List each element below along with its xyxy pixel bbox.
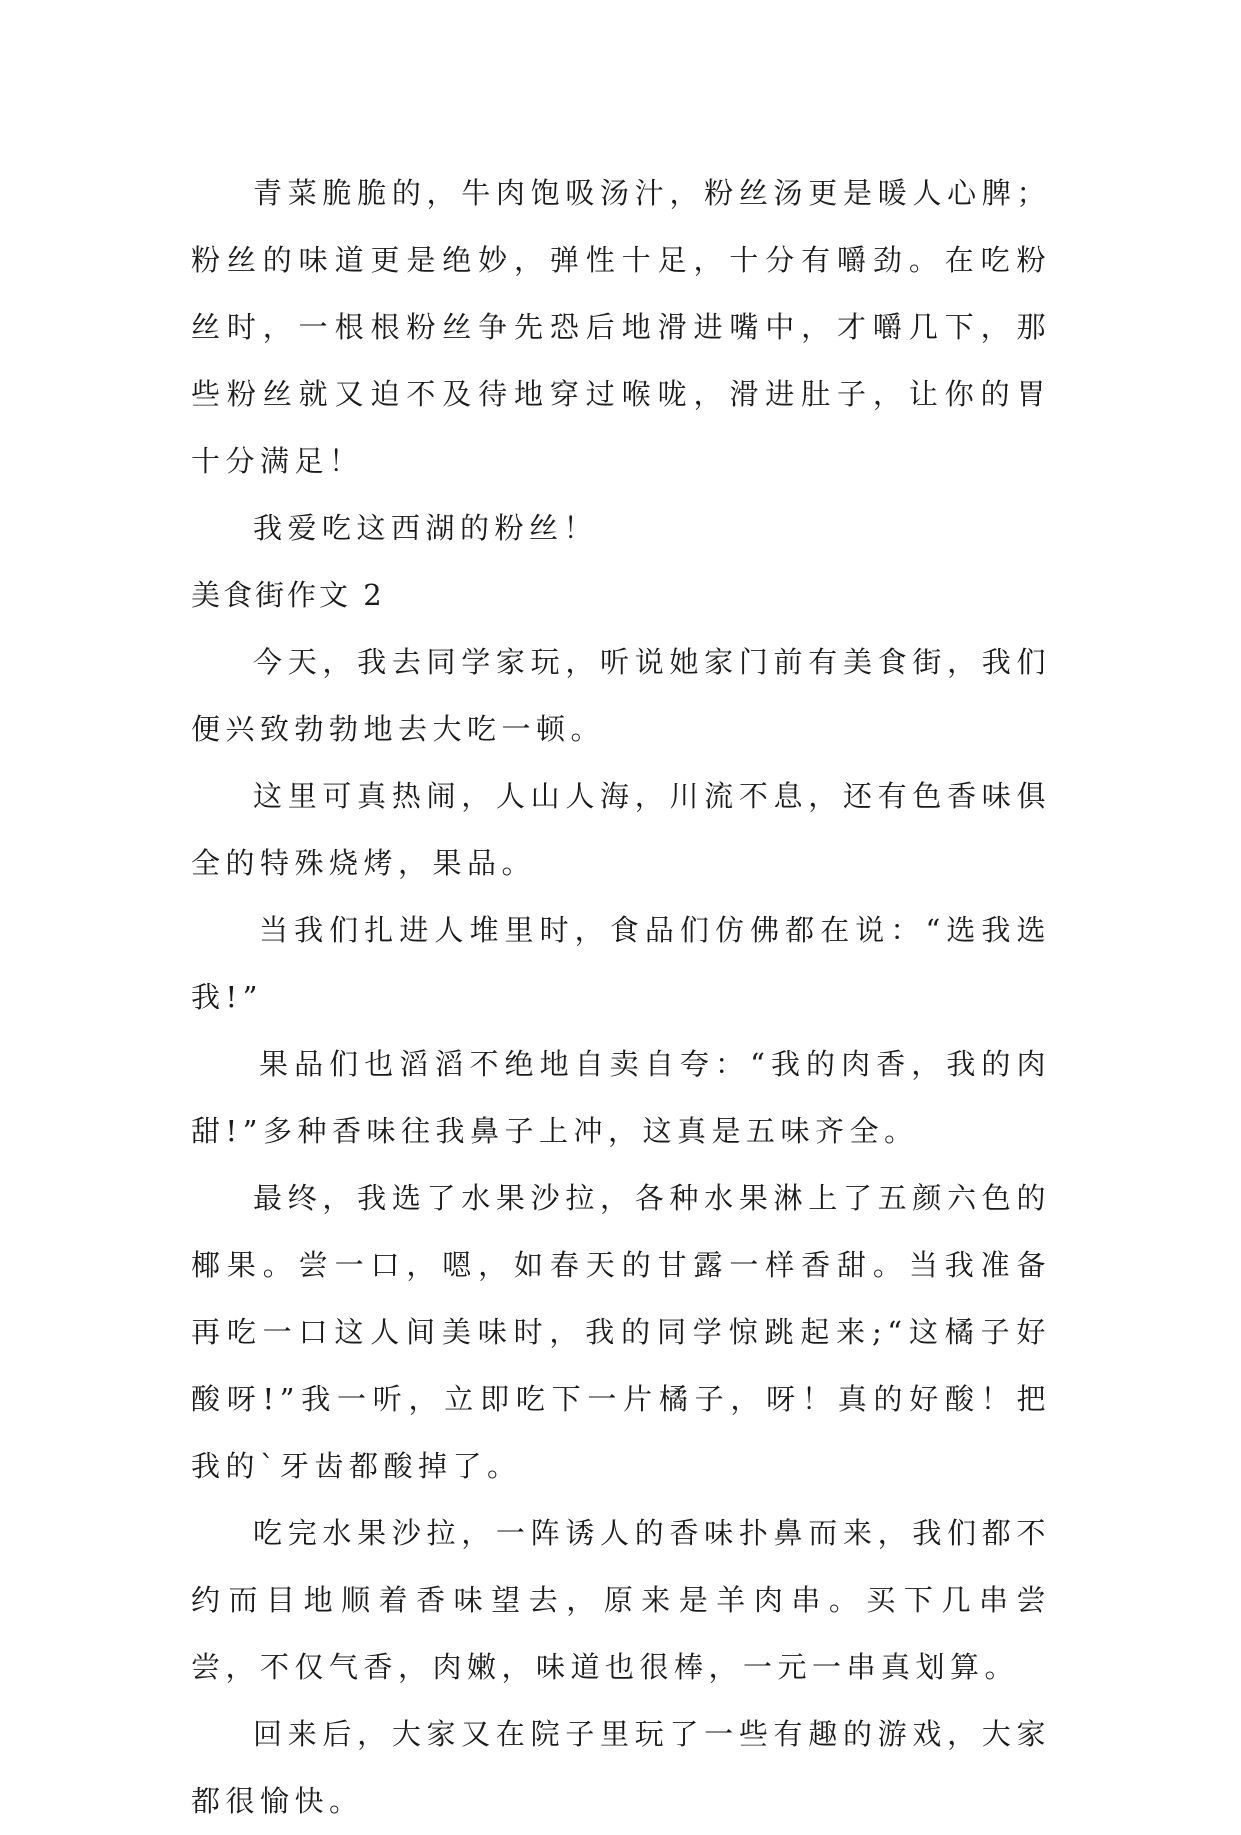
paragraph: 回来后，大家又在院子里玩了一些有趣的游戏，大家都很愉快。 <box>191 1717 1051 1818</box>
section-heading: 美食街作文 2 <box>191 578 385 612</box>
paragraph: 今天，我去同学家玩，听说她家门前有美食街，我们便兴致勃勃地去大吃一顿。 <box>191 645 1051 746</box>
paragraph: 最终，我选了水果沙拉，各种水果淋上了五颜六色的椰果。尝一口，嗯，如春天的甘露一样香甜。当我准备再吃一口这人间美味时，我的同学惊跳起来;“这橘子好酸呀!”我一听，立即吃下一片橘子，呀！真的好酸！把我的`牙齿都酸掉了。 <box>191 1181 1051 1483</box>
paragraph: 当我们扎进人堆里时，食品们仿佛都在说：“选我选我!” <box>191 913 1051 1014</box>
paragraph: 吃完水果沙拉，一阵诱人的香味扑鼻而来，我们都不约而目地顺着香味望去，原来是羊肉串。买下几串尝尝，不仅气香，肉嫩，味道也很棒，一元一串真划算。 <box>191 1516 1051 1684</box>
paragraph: 这里可真热闹，人山人海，川流不息，还有色香味俱全的特殊烧烤，果品。 <box>191 779 1051 880</box>
paragraph: 果品们也滔滔不绝地自卖自夸：“我的肉香，我的肉甜!”多种香味往我鼻子上冲，这真是五味齐全。 <box>191 1047 1051 1148</box>
paragraph: 我爱吃这西湖的粉丝！ <box>253 511 599 545</box>
document-page <box>191 160 1051 1835</box>
paragraph: 青菜脆脆的，牛肉饱吸汤汁，粉丝汤更是暖人心脾；粉丝的味道更是绝妙，弹性十足，十分有嚼劲。在吃粉丝时，一根根粉丝争先恐后地滑进嘴中，才嚼几下，那些粉丝就又迫不及待地穿过喉咙，滑进肚子，让你的胃十分满足！ <box>191 176 1051 478</box>
